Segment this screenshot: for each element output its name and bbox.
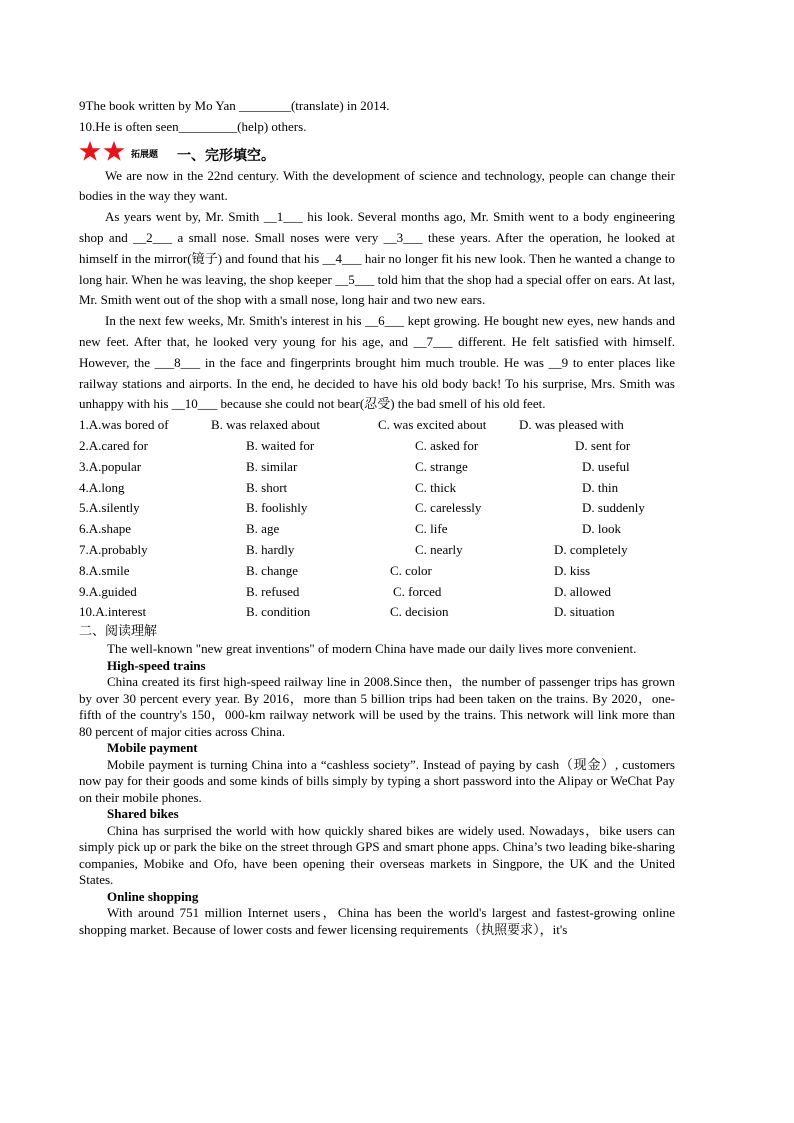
option-c: C. asked for [415, 437, 479, 453]
option-d: D. completely [554, 541, 628, 557]
option-d: D. was pleased with [519, 417, 624, 433]
option-d: D. suddenly [582, 500, 645, 516]
option-a: 8.A.smile [79, 562, 130, 578]
option-d: D. allowed [554, 583, 612, 599]
option-a: 1.A.was bored of [79, 417, 169, 433]
section1-title: 一、完形填空。 [177, 147, 275, 164]
option-row [79, 436, 675, 457]
reading-heading-payment: Mobile payment [107, 740, 198, 756]
option-c: C. was excited about [378, 417, 487, 433]
exercise-line-10: 10.He is often seen_________(help) others. [79, 118, 307, 134]
star-icon [103, 140, 125, 162]
option-c: C. color [390, 562, 432, 578]
option-row [79, 519, 675, 540]
exercise-line-9: 9The book written by Mo Yan ________(translate) in 2014. [79, 98, 390, 113]
option-b: B. hardly [246, 541, 295, 557]
option-row [79, 478, 675, 499]
reading-text-bikes: China has surprised the world with how quickly shared bikes are widely used. Nowadays，bike users can simply pick up or park the bike on the street through GPS and smart phone apps. China’s two leading bike-sharing companies, Mobike and Ofo, have been opening their overseas markets in Singpore, the UK and the United States. [79, 822, 675, 888]
options-list [79, 415, 675, 623]
option-b: B. change [246, 562, 298, 578]
option-b: B. age [246, 521, 280, 537]
reading-text-shopping: With around 751 million Internet users，China has been the world's largest and fastest-growing online shopping market. Because of lower costs and fewer licensing requirements（执照要求），it's [79, 905, 675, 937]
reading-intro: The well-known "new great inventions" of modern China have made our daily lives more convenient. [107, 641, 637, 657]
reading-text-payment: Mobile payment is turning China into a “cashless society”. Instead of paying by cash（现金）, customers now pay for their goods and some kinds of bills simply by typing a short password into the Alipay or WeChat Pay on their mobile phones. [79, 756, 675, 805]
option-d: D. sent for [575, 437, 631, 453]
option-a: 7.A.probably [79, 541, 148, 557]
option-row [79, 602, 675, 623]
option-c: C. strange [415, 458, 468, 474]
option-a: 5.A.silently [79, 500, 140, 516]
option-a: 3.A.popular [79, 458, 142, 474]
option-b: B. refused [246, 583, 300, 599]
option-c: C. life [415, 521, 448, 537]
option-b: B. foolishly [246, 500, 308, 516]
option-b: B. short [246, 479, 288, 495]
option-row [79, 561, 675, 582]
option-row [79, 415, 675, 436]
option-a: 4.A.long [79, 479, 125, 495]
option-a: 9.A.guided [79, 583, 137, 599]
reading-passage [79, 641, 675, 938]
option-d: D. kiss [554, 562, 591, 578]
option-b: B. waited for [246, 437, 315, 453]
section2-title: 二、阅读理解 [79, 624, 158, 640]
option-c: C. carelessly [415, 500, 482, 516]
option-c: C. nearly [415, 541, 463, 557]
option-c: C. decision [390, 604, 449, 620]
section-header [79, 140, 675, 166]
passage-paragraph-2: As years went by, Mr. Smith __1___ his look. Several months ago, Mr. Smith went to a body engineering shop and __2___ a small nose. Small noses were very __3___ these years. After the operation, he looked at himself in the mirror(镜子) and found that his __4___ hair no longer fit his new look. Then he wanted a change to long hair. When he was leaving, the shop keeper __5___ told him that the shop had a special offer on ears. At last, Mr. Smith went out of the shop with a small nose, long hair and two new ears. [79, 209, 675, 308]
document-page [79, 96, 675, 938]
star-icon [79, 140, 101, 162]
reading-heading-trains: High-speed trains [107, 657, 206, 673]
option-a: 6.A.shape [79, 521, 131, 537]
option-b: B. condition [246, 604, 311, 620]
reading-text-trains: China created its first high-speed railway line in 2008.Since then，the number of passenger trips has grown by over 30 percent every year. By 2016，more than 5 billion trips had been taken on the trains. By 2020，one-fifth of the country's 150，000-km railway network will be used by the trains. This network will link more than 80 percent of major cities across China. [79, 674, 675, 739]
option-a: 2.A.cared for [79, 437, 148, 453]
option-b: B. was relaxed about [211, 417, 321, 433]
reading-heading-bikes: Shared bikes [107, 806, 179, 822]
option-c: C. forced [393, 583, 442, 599]
option-c: C. thick [415, 479, 457, 495]
option-b: B. similar [246, 458, 298, 474]
option-row [79, 498, 675, 519]
reading-heading-shopping: Online shopping [107, 888, 199, 904]
option-d: D. situation [554, 604, 615, 620]
option-d: D. look [582, 521, 621, 537]
option-row [79, 457, 675, 478]
extension-label: 拓展题 [131, 150, 159, 161]
option-row [79, 540, 675, 561]
option-d: D. thin [582, 479, 619, 495]
option-a: 10.A.interest [79, 604, 147, 620]
option-d: D. useful [582, 458, 630, 474]
difficulty-stars [79, 140, 158, 162]
passage-paragraph-1: We are now in the 22nd century. With the development of science and technology, people can change their bodies in the way they want. [79, 167, 675, 204]
passage-paragraph-3: In the next few weeks, Mr. Smith's interest in his __6___ kept growing. He bought new eyes, new hands and new feet. After that, he looked very young for his age, and __7___ different. He felt satisfied with himself. However, the ___8___ in the face and fingerprints brought him much trouble. He was __9 to enter places like railway stations and airports. In the end, he decided to have his old body back! To his surprise, Mrs. Smith was unhappy with his __10___ because she could not bear(忍受) the bad smell of his old feet. [79, 313, 675, 412]
option-row [79, 582, 675, 603]
